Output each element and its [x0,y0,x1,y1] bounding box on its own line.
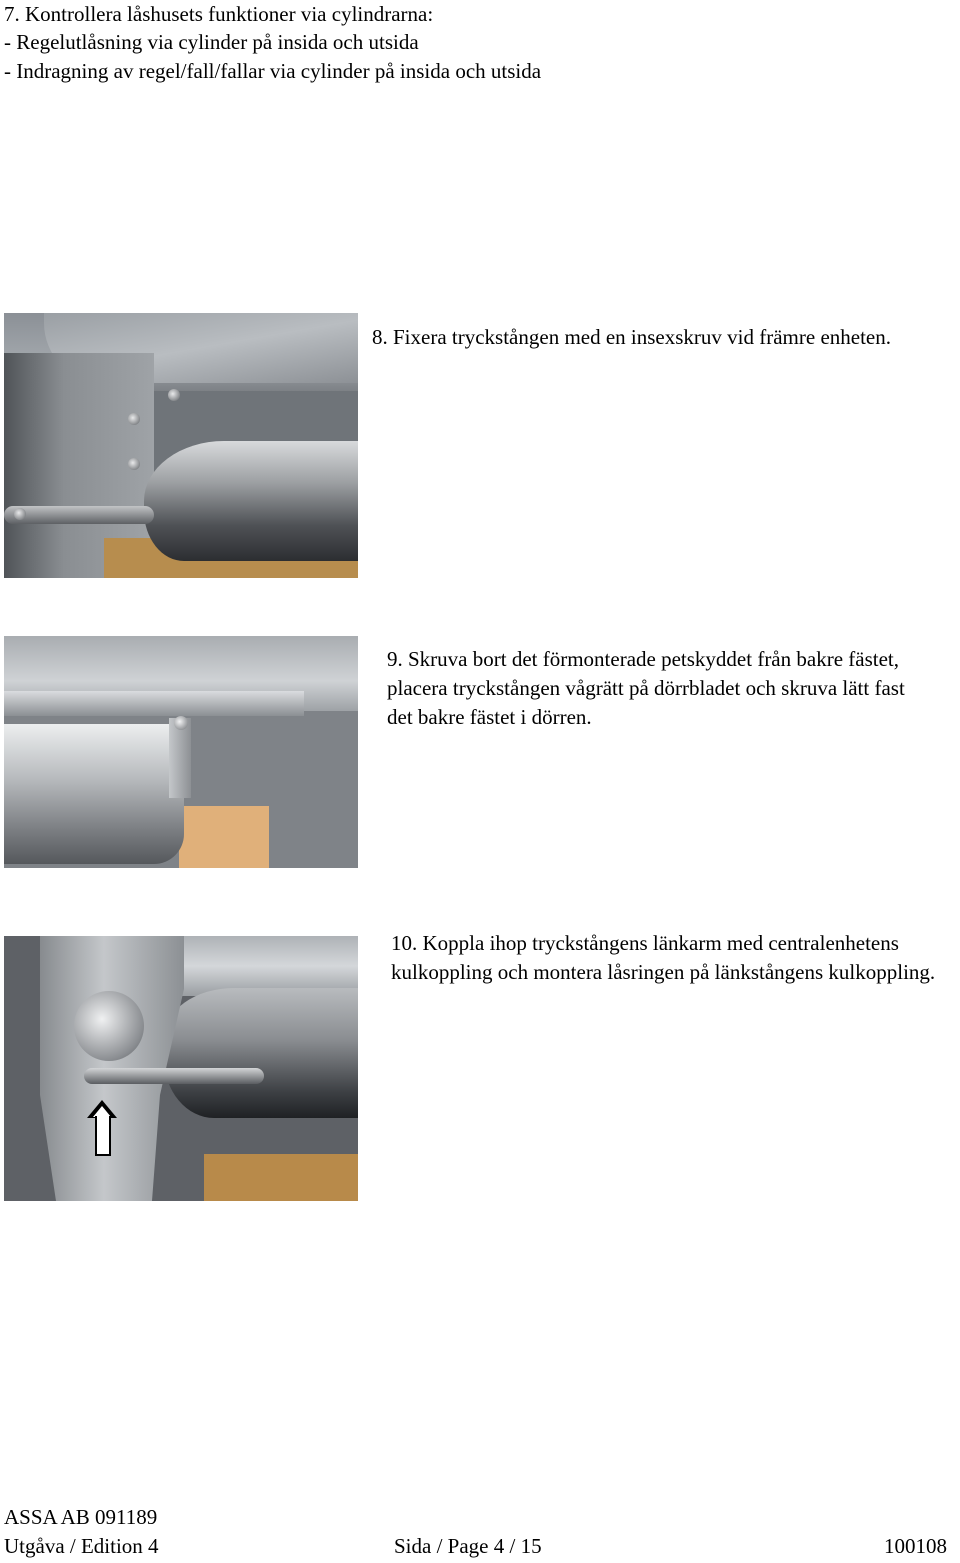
footer-company: ASSA AB 091189 [4,1505,158,1529]
footer-page-number: Sida / Page 4 / 15 [394,1534,542,1558]
step-7-bullet-2: - Indragning av regel/fall/fallar via cylinder på insida och utsida [4,59,542,83]
step-10-text: 10. Koppla ihop tryckstångens länkarm med centralenhetens kulkoppling och montera låsringen på länkstångens kulkoppling. [391,931,936,984]
step-8-text: 8. Fixera tryckstången med en insexskruv vid främre enheten. [372,325,892,349]
photo-step-9 [4,636,358,868]
step-9-text: 9. Skruva bort det förmonterade petskyddet från bakre fästet, placera tryckstången vågrätt på dörrbladet och skruva lätt fast det bakre fästet i dörren. [387,647,905,729]
photo-step-10 [4,936,358,1201]
step-7-heading: 7. Kontrollera låshusets funktioner via cylindrarna: [4,2,434,26]
photo-step-8 [4,313,358,578]
footer-doc-number: 100108 [884,1534,947,1558]
step-7-bullet-1: - Regelutlåsning via cylinder på insida och utsida [4,30,419,54]
footer-edition: Utgåva / Edition 4 [4,1534,159,1558]
